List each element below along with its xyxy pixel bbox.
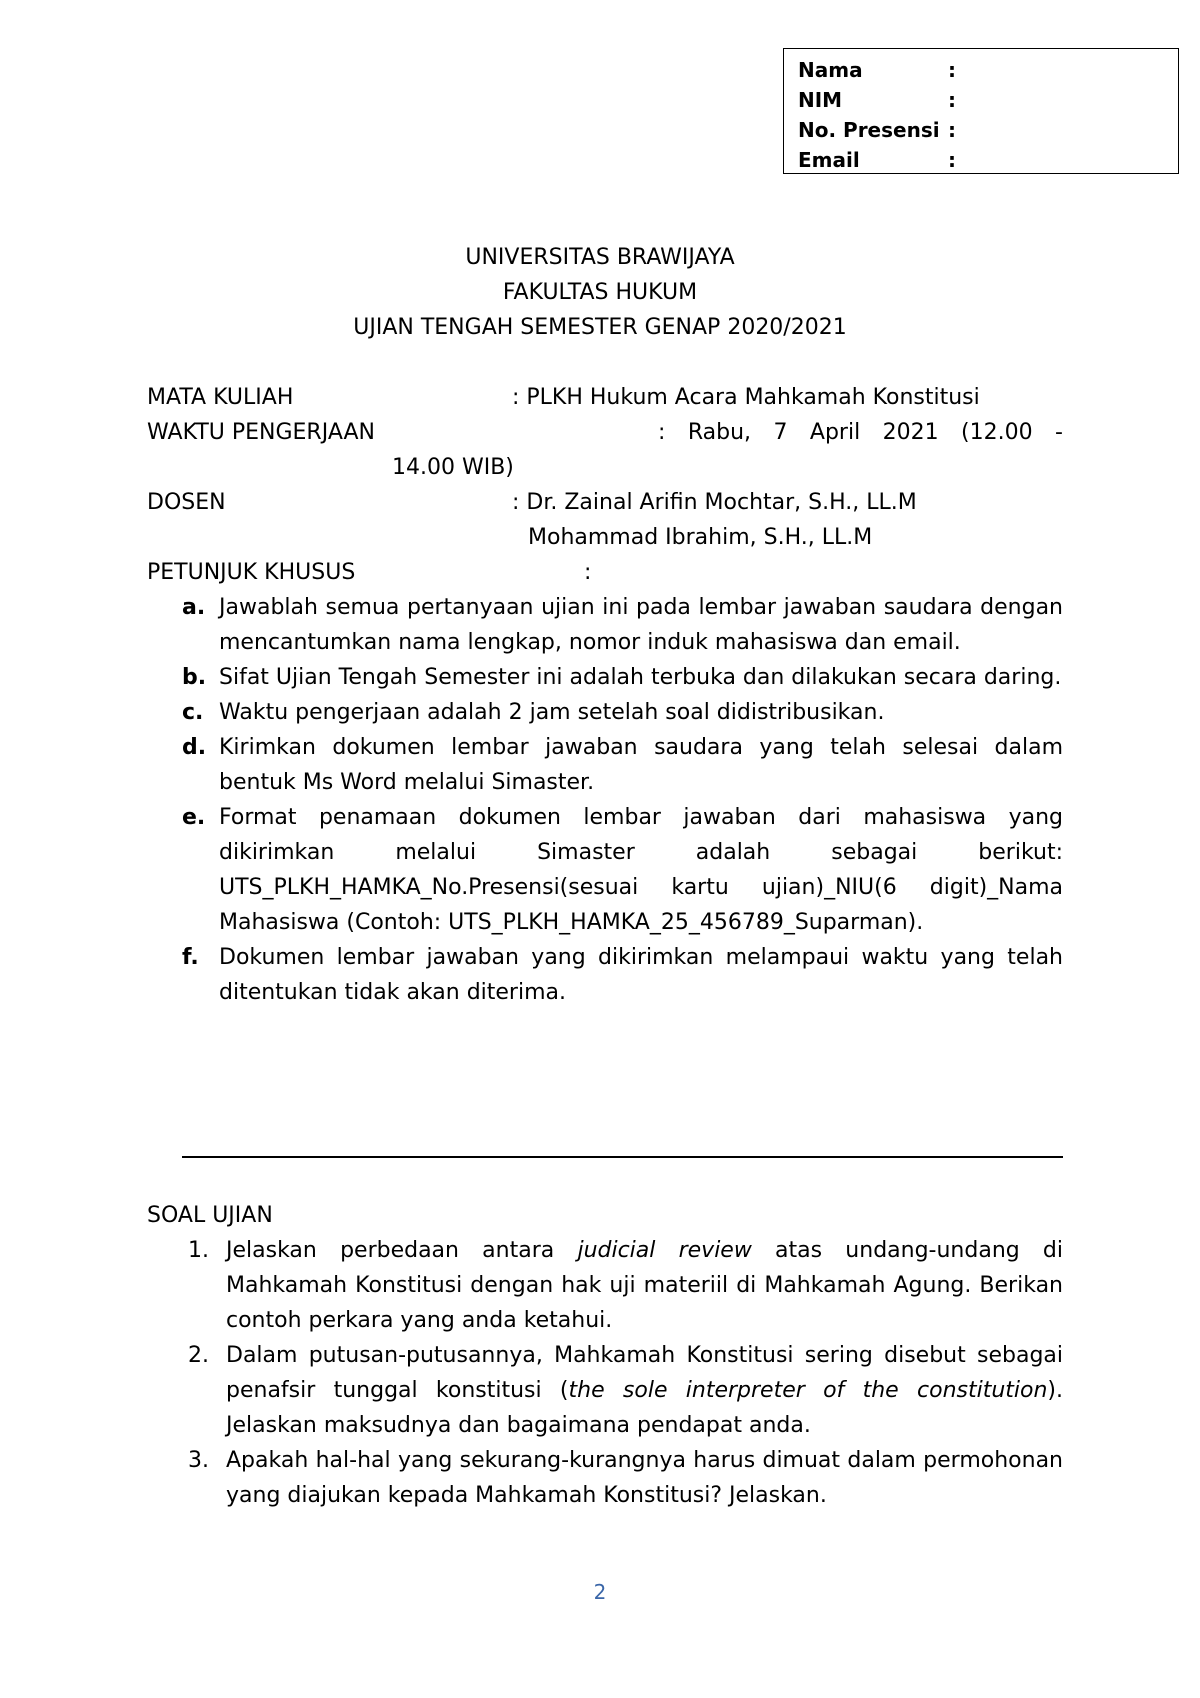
identity-colon: : bbox=[948, 148, 956, 172]
question-text: Apakah hal-hal yang sekurang-kurangnya harus dimuat dalam permohonan yang diajukan kepada Mahkamah Konstitusi? Jelaskan. bbox=[226, 1448, 1063, 1508]
info-label: MATA KULIAH bbox=[147, 385, 294, 410]
list-marker: a. bbox=[182, 595, 206, 620]
list-marker: f. bbox=[182, 945, 199, 970]
page-number: 2 bbox=[593, 1580, 607, 1604]
identity-label: Nama bbox=[798, 58, 863, 82]
identity-colon: : bbox=[948, 58, 956, 82]
identity-row-nama bbox=[798, 55, 1178, 85]
info-label: DOSEN bbox=[147, 490, 226, 515]
question-item bbox=[188, 1338, 1063, 1443]
university-name: UNIVERSITAS BRAWIJAYA bbox=[465, 245, 735, 270]
question-item bbox=[188, 1233, 1063, 1338]
list-item-text: Waktu pengerjaan adalah 2 jam setelah soal didistribusikan. bbox=[219, 700, 885, 725]
exam-info bbox=[147, 380, 1063, 590]
question-number: 1. bbox=[188, 1238, 209, 1263]
identity-value bbox=[968, 85, 1178, 115]
question-text: Dalam putusan-putusannya, Mahkamah Konstitusi sering disebut sebagai penafsir tunggal konstitusi ( bbox=[226, 1343, 1063, 1403]
info-row-dosen bbox=[147, 485, 1063, 520]
info-label: PETUNJUK KHUSUS bbox=[147, 560, 356, 585]
identity-value bbox=[968, 55, 1178, 85]
info-label: WAKTU PENGERJAAN bbox=[147, 420, 375, 445]
question-text-italic: the sole interpreter of the constitution bbox=[568, 1378, 1048, 1403]
list-item bbox=[182, 940, 1063, 1010]
faculty-name: FAKULTAS HUKUM bbox=[502, 280, 698, 305]
question-text: Jelaskan perbedaan antara bbox=[226, 1238, 578, 1263]
list-item bbox=[182, 695, 1063, 730]
identity-row-nim bbox=[798, 85, 1178, 115]
list-item-text: Jawablah semua pertanyaan ujian ini pada lembar jawaban saudara dengan mencantumkan nama lengkap, nomor induk mahasiswa dan email. bbox=[219, 595, 1063, 655]
info-row-petunjuk bbox=[147, 555, 1063, 590]
identity-value bbox=[968, 145, 1178, 175]
special-instructions-list bbox=[182, 590, 1063, 1010]
section-divider bbox=[182, 1156, 1063, 1158]
list-marker: c. bbox=[182, 700, 204, 725]
identity-label: Email bbox=[798, 148, 860, 172]
identity-row-presensi bbox=[798, 115, 1178, 145]
list-item-text: Kirimkan dokumen lembar jawaban saudara yang telah selesai dalam bentuk Ms Word melalui Simaster. bbox=[219, 735, 1063, 795]
identity-label: No. Presensi bbox=[798, 118, 940, 142]
question-number: 2. bbox=[188, 1343, 209, 1368]
list-item bbox=[182, 660, 1063, 695]
student-identity-box bbox=[783, 48, 1179, 174]
info-value: : Rabu, 7 April 2021 (12.00 - bbox=[658, 420, 1063, 445]
questions-list bbox=[188, 1233, 1063, 1513]
identity-row-email bbox=[798, 145, 1178, 175]
list-item-text: Format penamaan dokumen lembar jawaban dari mahasiswa yang dikirimkan melalui Simaster adalah sebagai berikut: UTS_PLKH_HAMKA_No.Presensi(sesuai kartu ujian)_NIU(6 digit)_Nama Mahasiswa (Contoh: UTS_PLKH_HAMKA_25_456789_Suparman). bbox=[219, 805, 1063, 935]
info-row-waktu-cont bbox=[147, 450, 1063, 485]
info-row-waktu bbox=[147, 415, 1063, 450]
question-text: ). Jelaskan maksudnya dan bagaimana pendapat anda. bbox=[226, 1378, 1063, 1438]
identity-colon: : bbox=[948, 118, 956, 142]
exam-title: UJIAN TENGAH SEMESTER GENAP 2020/2021 bbox=[353, 315, 847, 340]
info-value: : PLKH Hukum Acara Mahkamah Konstitusi bbox=[512, 385, 980, 410]
list-item-text: Dokumen lembar jawaban yang dikirimkan melampaui waktu yang telah ditentukan tidak akan diterima. bbox=[219, 945, 1063, 1005]
question-text: atas undang-undang di Mahkamah Konstitusi dengan hak uji materiil di Mahkamah Agung. Berikan contoh perkara yang anda ketahui. bbox=[226, 1238, 1064, 1333]
document-header bbox=[0, 240, 1200, 345]
list-marker: b. bbox=[182, 665, 207, 690]
list-item bbox=[182, 730, 1063, 800]
list-item bbox=[182, 590, 1063, 660]
info-value: : bbox=[584, 560, 592, 585]
question-number: 3. bbox=[188, 1448, 209, 1473]
identity-colon: : bbox=[948, 88, 956, 112]
identity-label: NIM bbox=[798, 88, 843, 112]
list-marker: d. bbox=[182, 735, 207, 760]
question-item bbox=[188, 1443, 1063, 1513]
list-item bbox=[182, 800, 1063, 940]
info-row-dosen-2 bbox=[147, 520, 1063, 555]
identity-value bbox=[968, 115, 1178, 145]
list-item-text: Sifat Ujian Tengah Semester ini adalah terbuka dan dilakukan secara daring. bbox=[219, 665, 1062, 690]
questions-title: SOAL UJIAN bbox=[147, 1203, 273, 1228]
info-row-mata-kuliah bbox=[147, 380, 1063, 415]
list-marker: e. bbox=[182, 805, 206, 830]
info-value: 14.00 WIB) bbox=[392, 455, 514, 480]
info-value: Mohammad Ibrahim, S.H., LL.M bbox=[528, 525, 873, 550]
info-value: : Dr. Zainal Arifin Mochtar, S.H., LL.M bbox=[512, 490, 917, 515]
question-text-italic: judicial review bbox=[577, 1238, 752, 1263]
